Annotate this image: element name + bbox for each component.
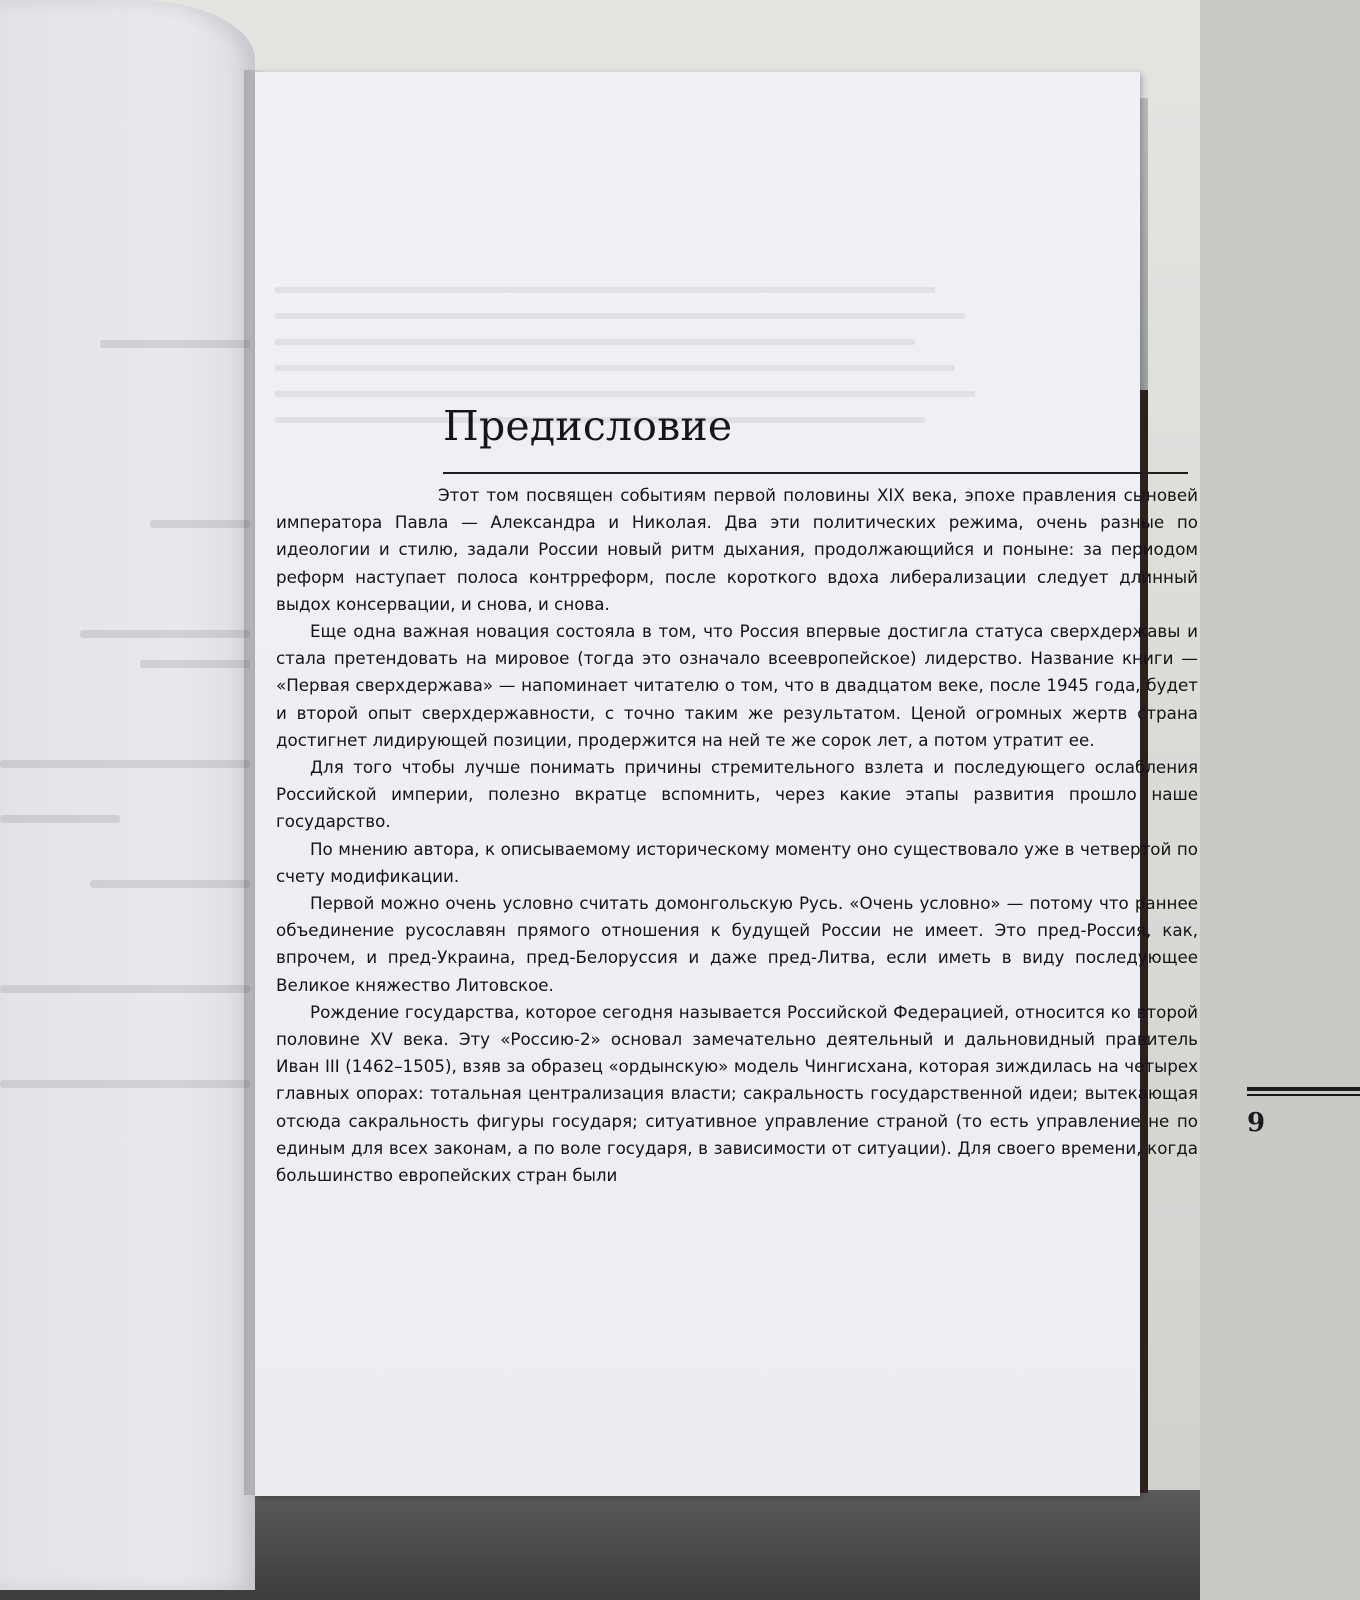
body-text [276, 482, 1198, 1189]
page-number-marker [1247, 1087, 1360, 1096]
paragraph-1: Этот том посвящен событиям первой половины XIX века, эпохе правления сыновей императора Павла — Александра и Николая. Два эти политических режима, очень разные по идеологии и стилю, задали России новый ритм дыхания, продолжающийся и поныне: за периодом реформ наступает полоса контрреформ, после короткого вдоха либерализации следует длинный выдох консервации, и снова, и снова. [276, 485, 1198, 614]
chapter-heading: Предисловие [443, 402, 733, 450]
left-page [0, 0, 255, 1590]
paragraph-6: Рождение государства, которое сегодня называется Российской Федерацией, относится ко второй половине XV века. Эту «Россию-2» основал замечательно деятельный и дальновидный правитель Иван III (1462–1505), взяв за образец «ордынскую» модель Чингисхана, которая зиждилась на четырех главных опорах: тотальная централизация власти; сакральность государственной идеи; вытекающая отсюда сакральность фигуры государя; ситуативное управление страной (то есть управление не по единым для всех законам, а по воле государя, в зависимости от ситуации). Для своего времени, когда большинство европейских стран были [276, 1001, 1198, 1186]
right-page [255, 72, 1266, 1496]
paragraph-5: Первой можно очень условно считать домонгольскую Русь. «Очень условно» — потому что раннее объединение русославян прямого отношения к будущей России не имеет. Это пред-Россия, как, впрочем, и пред-Украина, пред-Белоруссия и даже пред-Литва, если иметь в виду последующее Великое княжество Литовское. [276, 893, 1198, 995]
paragraph-3: Для того чтобы лучше понимать причины стремительного взлета и последующего ослабления Российской империи, полезно вкратце вспомнить, через какие этапы развития прошло наше государство. [276, 757, 1198, 832]
paragraph-4: По мнению автора, к описываемому историческому моменту оно существовало уже в четвертой по счету модификации. [276, 838, 1198, 886]
paragraph-2: Еще одна важная новация состояла в том, что Россия впервые достигла статуса сверхдержавы и стала претендовать на мировое (тогда это означало всеевропейское) лидерство. Название книги — «Первая сверхдержава» — напоминает читателю о том, что в двадцатом веке, после 1945 года, будет и второй опыт сверхдержавности, с точно таким же результатом. Ценой огромных жертв страна достигнет лидирующей позиции, продержится на ней те же сорок лет, а потом утратит ее. [276, 621, 1198, 750]
page-number: 9 [1247, 1108, 1266, 1138]
left-page-show-through [0, 0, 255, 1590]
heading-rule [443, 472, 1188, 474]
